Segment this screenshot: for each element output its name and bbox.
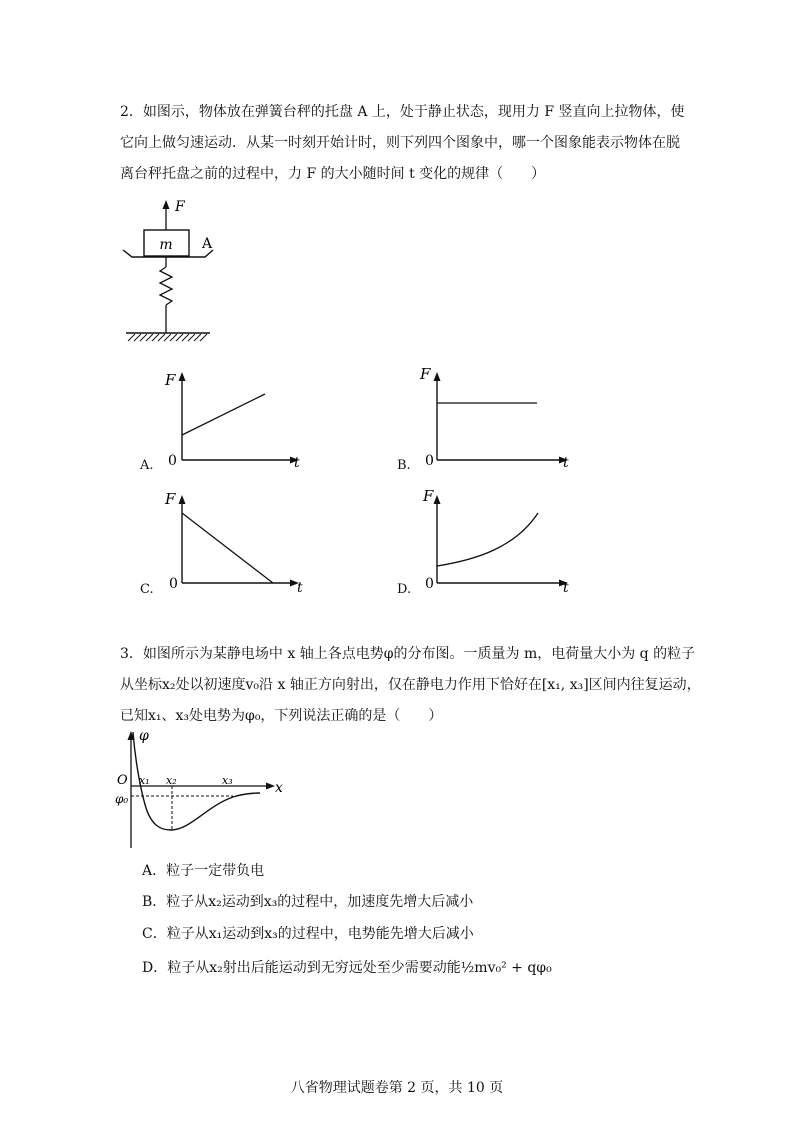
q3-line-3: 已知x₁、x₃处电势为φ₀，下列说法正确的是（ ）	[120, 708, 443, 724]
q3-option-c: C．粒子从x₁运动到x₃的过程中，电势能先增大后减小	[142, 926, 474, 942]
q3-potential-graph	[115, 728, 290, 853]
graph-d-y-label: F	[423, 487, 434, 505]
page-footer: 八省物理试题卷第 2 页，共 10 页	[290, 1080, 504, 1096]
x1-mark: x₁	[139, 774, 150, 787]
graph-d	[415, 487, 585, 596]
q2-line-2: 它向上做匀速运动．从某一时刻开始计时，则下列四个图象中，哪一个图象能表示物体在脱	[120, 135, 680, 151]
graph-b-x-label: t	[563, 455, 569, 471]
graph-b	[415, 365, 585, 470]
mass-label: m	[159, 237, 173, 253]
option-b-label: B.	[397, 458, 411, 473]
force-label: F	[175, 199, 185, 215]
graph-c	[160, 488, 310, 596]
q3-line-2: 从坐标x₂处以初速度v₀沿 x 轴正方向射出，仅在静电力作用下恰好在[x₁, x₃]区间内往复运动，	[120, 677, 701, 693]
origin-label: O	[117, 773, 128, 788]
phi0-label: φ₀	[115, 792, 129, 806]
graph-a-y-label: F	[165, 371, 176, 389]
q2-line-1: 2．如图示，物体放在弹簧台秤的托盘 A 上，处于静止状态，现用力 F 竖直向上拉物体，使	[120, 104, 685, 120]
x-axis-label: x	[275, 780, 283, 796]
q3-option-a: A．粒子一定带负电	[142, 863, 265, 879]
q3-line-1: 3．如图所示为某静电场中 x 轴上各点电势φ的分布图。一质量为 m，电荷量大小为 q 的粒子	[120, 646, 696, 662]
graph-b-y-label: F	[420, 365, 431, 383]
graph-c-y-label: F	[165, 490, 176, 508]
q3-option-b: B．粒子从x₂运动到x₃的过程中，加速度先增大后减小	[142, 894, 474, 910]
phi-axis-label: φ	[139, 728, 149, 744]
option-c-label: C.	[140, 582, 154, 597]
q2-spring-scale-figure	[118, 195, 228, 355]
graph-d-origin: 0	[425, 576, 434, 592]
graph-b-origin: 0	[425, 453, 434, 469]
q2-line-3: 离台秤托盘之前的过程中，力 F 的大小随时间 t 变化的规律（ ）	[120, 166, 546, 182]
graph-a-x-label: t	[294, 455, 300, 471]
graph-a-origin: 0	[168, 453, 177, 469]
option-a-label: A.	[140, 458, 154, 473]
tray-label: A	[202, 236, 213, 252]
q3-option-d: D．粒子从x₂射出后能运动到无穷远处至少需要动能½mv₀² + qφ₀	[142, 960, 552, 976]
graph-c-x-label: t	[297, 580, 303, 596]
x3-mark: x₃	[222, 774, 233, 787]
option-d-label: D.	[397, 582, 412, 597]
graph-c-origin: 0	[169, 576, 178, 592]
graph-d-x-label: t	[563, 580, 569, 596]
x2-mark: x₂	[166, 774, 177, 787]
graph-a	[160, 365, 310, 470]
